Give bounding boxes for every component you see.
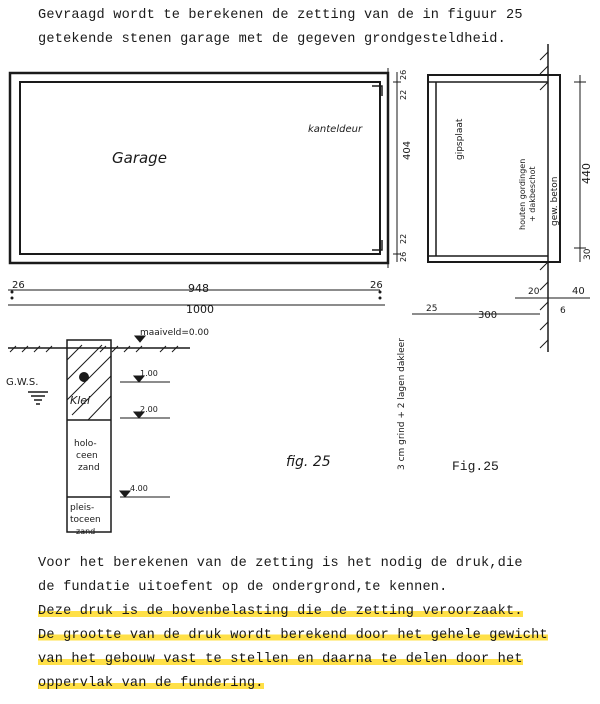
dim-26-right: 26 <box>370 280 383 291</box>
level-200: 2.00 <box>140 405 158 414</box>
maaiveld-label: maaiveld=0.00 <box>140 328 209 338</box>
gws-symbol <box>28 392 48 404</box>
gws-label: G.W.S. <box>6 377 39 388</box>
clay-blob <box>79 372 89 382</box>
dim-26-top: 26 <box>399 69 408 80</box>
pleist-label-2: toceen <box>70 515 101 525</box>
dim-25: 25 <box>426 304 438 314</box>
intro-line-2: getekende stenen garage met de gegeven grondgesteldheid. <box>38 32 507 47</box>
concrete-wall <box>548 75 560 262</box>
dim-948: 948 <box>188 282 209 295</box>
paragraph-line-3: Deze druk is de bovenbelasting die de zetting veroorzaakt. <box>38 604 523 619</box>
beton-label: gew. beton <box>550 176 560 226</box>
paragraph-line-5: van het gebouw vast te stellen en daarna te delen door het <box>38 652 523 667</box>
zand-label-1: holo- <box>74 439 97 449</box>
dim-404: 404 <box>402 140 413 160</box>
klei-label: Klei <box>70 394 91 407</box>
pleist-label-3: zand <box>76 527 96 536</box>
fig-caption-typed: Fig.25 <box>452 459 499 474</box>
gordingen-label: houten gordingen <box>518 158 527 230</box>
dim-1000: 1000 <box>186 303 214 316</box>
dakbeschot-label: + dakbeschot <box>528 166 537 222</box>
level-100: 1.00 <box>140 369 158 378</box>
dim-26-left: 26 <box>12 280 25 291</box>
dim-20: 20 <box>528 287 540 297</box>
gipsplaat-label: gipsplaat <box>455 118 465 160</box>
dim-30: 30 <box>583 248 593 260</box>
dim-22-bot: 22 <box>399 233 408 244</box>
dim-440: 440 <box>580 163 593 184</box>
paragraph-line-2: de fundatie uitoefent op de ondergrond,te kennen. <box>38 580 448 595</box>
dim-6: 6 <box>560 306 566 316</box>
zand-label-3: zand <box>78 463 100 473</box>
intro-line-1: Gevraagd wordt te berekenen de zetting van de in figuur 25 <box>38 8 523 23</box>
dim-300: 300 <box>478 310 498 321</box>
garage-label: Garage <box>112 149 167 167</box>
pleist-label-1: pleis- <box>70 503 95 513</box>
paragraph-line-6: oppervlak van de fundering. <box>38 676 264 691</box>
paragraph-line-1: Voor het berekenen van de zetting is het nodig de druk,die <box>38 556 523 571</box>
dim-26-bot: 26 <box>399 251 408 262</box>
zand-label-2: ceen <box>76 451 98 461</box>
roof-note: 3 cm grind + 2 lagen dakleer <box>397 338 407 470</box>
plan-inner-wall <box>20 82 380 254</box>
dim-22-top: 22 <box>399 89 408 100</box>
dim-40: 40 <box>572 286 585 297</box>
fig-caption-hand: fig. 25 <box>286 454 331 470</box>
paragraph-line-4: De grootte van de druk wordt berekend door het gehele gewicht <box>38 628 548 643</box>
level-400: 4.00 <box>130 484 148 493</box>
door-label: kanteldeur <box>308 124 363 135</box>
section-outline <box>428 75 560 262</box>
plan-outer-wall <box>10 73 388 263</box>
